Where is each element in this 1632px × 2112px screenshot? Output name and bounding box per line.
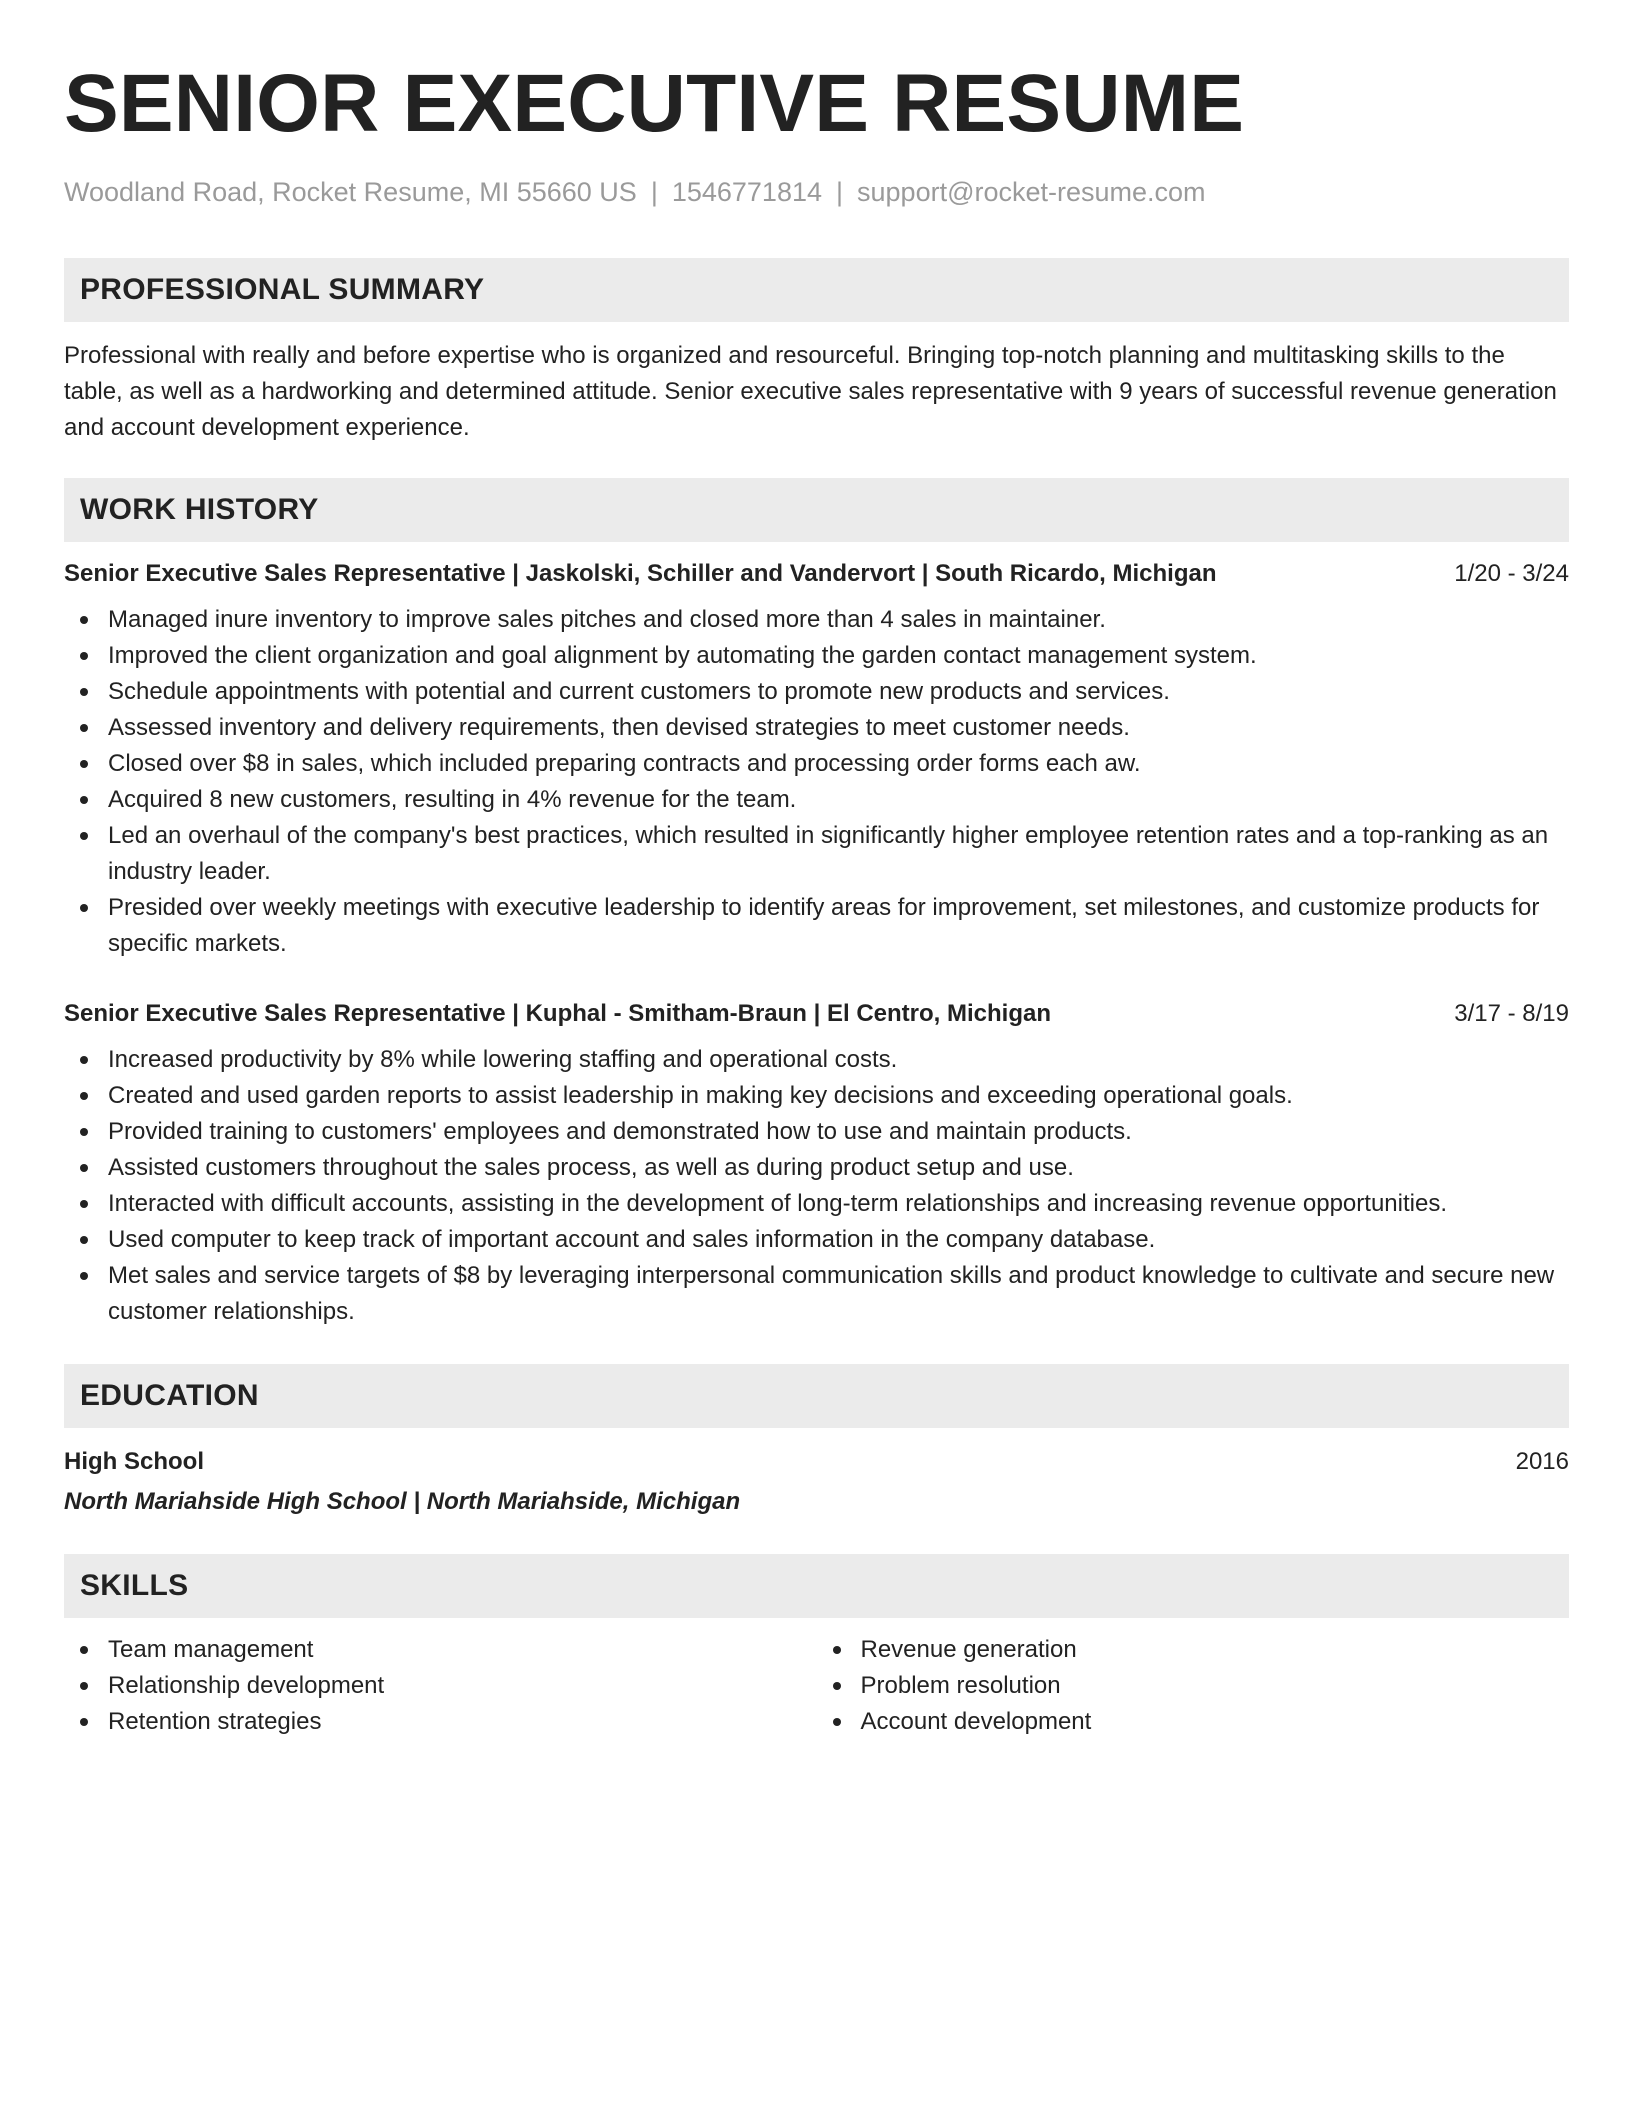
contact-line <box>64 176 1569 208</box>
job-bullet <box>64 890 1569 962</box>
bullet-dot-icon <box>80 760 88 768</box>
job-header <box>64 996 1569 1032</box>
bullet-dot-icon <box>80 832 88 840</box>
contact-separator: | <box>650 177 658 207</box>
job-bullet <box>64 710 1569 746</box>
bullet-dot-icon <box>833 1718 841 1726</box>
skills-grid <box>64 1632 1569 1740</box>
bullet-dot-icon <box>80 1646 88 1654</box>
bullet-dot-icon <box>80 688 88 696</box>
job-bullet-text: Increased productivity by 8% while lowering staffing and operational costs. <box>108 1046 898 1073</box>
job-header <box>64 556 1569 592</box>
bullet-dot-icon <box>80 904 88 912</box>
job-bullet-text: Acquired 8 new customers, resulting in 4% revenue for the team. <box>108 786 797 813</box>
skills-column-left <box>64 1632 817 1740</box>
education-year: 2016 <box>1515 1448 1569 1475</box>
job-bullet <box>64 674 1569 710</box>
job-dates: 1/20 - 3/24 <box>1454 560 1569 587</box>
skill-item <box>64 1632 817 1668</box>
job-title-line: Senior Executive Sales Representative | Jaskolski, Schiller and Vandervort | South Ricardo, Michigan <box>64 560 1217 587</box>
job-bullet <box>64 1078 1569 1114</box>
section-header-skills: SKILLS <box>64 1554 1569 1618</box>
skill-text: Account development <box>860 1708 1092 1735</box>
resume-title: SENIOR EXECUTIVE RESUME <box>64 58 1245 149</box>
job-bullet <box>64 1042 1569 1078</box>
education-degree: High School <box>64 1448 204 1475</box>
job-bullet-text: Closed over $8 in sales, which included preparing contracts and processing order forms each aw. <box>108 750 1141 777</box>
skills-list <box>64 1632 817 1740</box>
job-bullet <box>64 818 1569 890</box>
bullet-dot-icon <box>80 616 88 624</box>
job-bullet <box>64 602 1569 638</box>
bullet-dot-icon <box>80 1092 88 1100</box>
bullet-dot-icon <box>80 1718 88 1726</box>
skills-column-right <box>817 1632 1570 1740</box>
job-dates: 3/17 - 8/19 <box>1454 1000 1569 1027</box>
job-bullet <box>64 1114 1569 1150</box>
job-entry <box>64 996 1569 1330</box>
job-bullet-text: Used computer to keep track of important account and sales information in the company database. <box>108 1226 1156 1253</box>
job-bullet <box>64 638 1569 674</box>
job-entry <box>64 556 1569 962</box>
bullet-dot-icon <box>80 1682 88 1690</box>
skills-list <box>817 1632 1570 1740</box>
job-bullet-list <box>64 1042 1569 1330</box>
job-bullet <box>64 746 1569 782</box>
job-bullet-list <box>64 602 1569 962</box>
bullet-dot-icon <box>80 1272 88 1280</box>
education-school: North Mariahside High School | North Mariahside, Michigan <box>64 1488 741 1515</box>
skill-item <box>817 1668 1570 1704</box>
job-title-line: Senior Executive Sales Representative | Kuphal - Smitham-Braun | El Centro, Michigan <box>64 1000 1052 1027</box>
job-bullet-text: Interacted with difficult accounts, assisting in the development of long-term relationships and increasing revenue opportunities. <box>108 1190 1447 1217</box>
bullet-dot-icon <box>80 1056 88 1064</box>
bullet-dot-icon <box>833 1682 841 1690</box>
contact-separator: | <box>836 177 844 207</box>
bullet-dot-icon <box>80 652 88 660</box>
section-header-summary: PROFESSIONAL SUMMARY <box>64 258 1569 322</box>
skill-text: Relationship development <box>108 1672 385 1699</box>
skill-item <box>817 1704 1570 1740</box>
contact-address: Woodland Road, Rocket Resume, MI 55660 US <box>64 177 637 207</box>
skill-text: Retention strategies <box>108 1708 322 1735</box>
section-header-work-history: WORK HISTORY <box>64 478 1569 542</box>
job-bullet-text: Met sales and service targets of $8 by leveraging interpersonal communication skills and product knowledge to cultivate and secure new customer relationships. <box>108 1262 1555 1325</box>
job-bullet-text: Created and used garden reports to assist leadership in making key decisions and exceeding operational goals. <box>108 1082 1293 1109</box>
job-bullet <box>64 1222 1569 1258</box>
job-bullet-text: Managed inure inventory to improve sales pitches and closed more than 4 sales in maintainer. <box>108 606 1106 633</box>
skill-text: Revenue generation <box>860 1636 1077 1663</box>
bullet-dot-icon <box>80 1164 88 1172</box>
skill-text: Problem resolution <box>860 1672 1061 1699</box>
bullet-dot-icon <box>80 1200 88 1208</box>
skill-item <box>64 1704 817 1740</box>
skill-item <box>64 1668 817 1704</box>
bullet-dot-icon <box>80 1128 88 1136</box>
contact-email: support@rocket-resume.com <box>857 177 1206 207</box>
job-bullet-text: Assisted customers throughout the sales process, as well as during product setup and use. <box>108 1154 1074 1181</box>
bullet-dot-icon <box>80 724 88 732</box>
job-bullet <box>64 1150 1569 1186</box>
section-header-education: EDUCATION <box>64 1364 1569 1428</box>
job-bullet-text: Provided training to customers' employees and demonstrated how to use and maintain products. <box>108 1118 1132 1145</box>
job-bullet-text: Presided over weekly meetings with executive leadership to identify areas for improvement, set milestones, and customize products for specific markets. <box>108 894 1540 957</box>
education-row <box>64 1444 1569 1480</box>
skill-text: Team management <box>108 1636 314 1663</box>
bullet-dot-icon <box>833 1646 841 1654</box>
job-bullet-text: Led an overhaul of the company's best practices, which resulted in significantly higher employee retention rates and a top-ranking as an industry leader. <box>108 822 1549 885</box>
job-bullet-text: Improved the client organization and goal alignment by automating the garden contact management system. <box>108 642 1257 669</box>
contact-phone: 1546771814 <box>671 177 822 207</box>
summary-text: Professional with really and before expertise who is organized and resourceful. Bringing top-notch planning and multitasking skills to the table, as well as a hardworking and determined attitude. Senior executive sales representative with 9 years of successful revenue generation and account development experience. <box>64 342 1557 441</box>
bullet-dot-icon <box>80 796 88 804</box>
job-bullet <box>64 782 1569 818</box>
job-bullet <box>64 1186 1569 1222</box>
job-bullet-text: Assessed inventory and delivery requirements, then devised strategies to meet customer needs. <box>108 714 1130 741</box>
job-bullet <box>64 1258 1569 1330</box>
skill-item <box>817 1632 1570 1668</box>
job-bullet-text: Schedule appointments with potential and current customers to promote new products and services. <box>108 678 1170 705</box>
bullet-dot-icon <box>80 1236 88 1244</box>
